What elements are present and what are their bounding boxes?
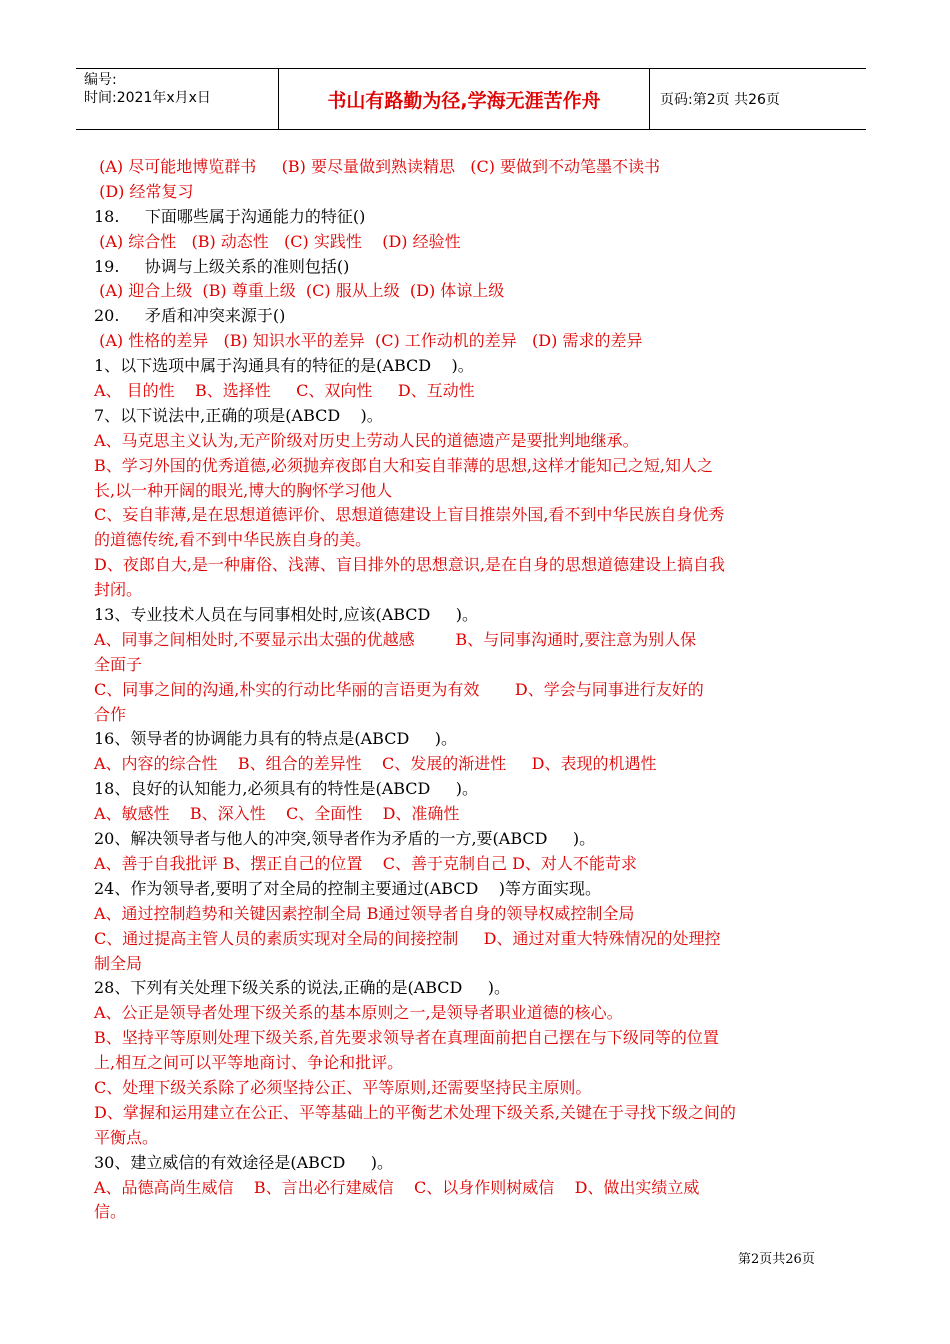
page-label: 页码:第2页 共26页	[660, 92, 780, 108]
answer-line: A、公正是领导者处理下级关系的基本原则之一,是领导者职业道德的核心。	[94, 1003, 623, 1023]
answer-line: A、善于自我批评 B、摆正自己的位置 C、善于克制自己 D、对人不能苛求	[94, 853, 637, 873]
question-line: 18、良好的认知能力,必须具有的特性是(ABCD )。	[94, 779, 479, 799]
answer-line: (A) 性格的差异 (B) 知识水平的差异 (C) 工作动机的差异 (D) 需求的差异	[94, 331, 643, 351]
question-line: 24、作为领导者,要明了对全局的控制主要通过(ABCD )等方面实现。	[94, 878, 601, 898]
question-line: 28、下列有关处理下级关系的说法,正确的是(ABCD )。	[94, 978, 511, 998]
time-label: 时间:2021年x月x日	[84, 90, 211, 106]
answer-line: 全面子	[94, 654, 143, 674]
page-footer	[738, 1248, 815, 1267]
question-line: 20. 矛盾和冲突来源于()	[94, 306, 286, 326]
answer-line: D、夜郎自大,是一种庸俗、浅薄、盲目排外的思想意识,是在自身的思想道德建设上搞自我	[94, 555, 726, 575]
answer-line: (A) 综合性 (B) 动态性 (C) 实践性 (D) 经验性	[94, 231, 461, 251]
answer-line: 长,以一种开阔的眼光,博大的胸怀学习他人	[94, 480, 393, 500]
answer-line: 封闭。	[94, 580, 143, 600]
answer-line: 信。	[94, 1202, 127, 1222]
answer-line: A、敏感性 B、深入性 C、全面性 D、准确性	[94, 804, 460, 824]
question-line: 16、领导者的协调能力具有的特点是(ABCD )。	[94, 729, 457, 749]
answer-line: 制全局	[94, 953, 143, 973]
header-motto	[278, 69, 650, 129]
answer-line: 合作	[94, 704, 127, 724]
answer-line: A、通过控制趋势和关键因素控制全局 B通过领导者自身的领导权威控制全局	[94, 903, 635, 923]
header-meta	[76, 69, 278, 129]
answer-line: A、内容的综合性 B、组合的差异性 C、发展的渐进性 D、表现的机遇性	[94, 754, 657, 774]
question-line: 13、专业技术人员在与同事相处时,应该(ABCD )。	[94, 605, 479, 625]
answer-line: 上,相互之间可以平等地商讨、争论和批评。	[94, 1053, 404, 1073]
page-header	[76, 68, 866, 130]
answer-line: C、同事之间的沟通,朴实的行动比华丽的言语更为有效 D、学会与同事进行友好的	[94, 679, 704, 699]
footer-page-number: 第2页共26页	[738, 1252, 815, 1267]
answer-line: A、品德高尚生威信 B、言出必行建威信 C、以身作则树威信 D、做出实绩立威	[94, 1177, 700, 1197]
answer-line: 的道德传统,看不到中华民族自身的美。	[94, 530, 372, 550]
answer-line: A、同事之间相处时,不要显示出太强的优越感 B、与同事沟通时,要注意为别人保	[94, 629, 697, 649]
question-line: 19. 协调与上级关系的准则包括()	[94, 256, 350, 276]
answer-line: C、处理下级关系除了必须坚持公正、平等原则,还需要坚持民主原则。	[94, 1077, 592, 1097]
document-body	[94, 155, 850, 1225]
answer-line: B、坚持平等原则处理下级关系,首先要求领导者在真理面前把自己摆在与下级同等的位置	[94, 1028, 719, 1048]
answer-line: (A) 尽可能地博览群书 (B) 要尽量做到熟读精思 (C) 要做到不动笔墨不读书	[94, 157, 661, 176]
answer-line: A、马克思主义认为,无产阶级对历史上劳动人民的道德遗产是要批判地继承。	[94, 430, 639, 450]
question-line: 1、以下选项中属于沟通具有的特征的是(ABCD )。	[94, 356, 474, 376]
answer-line: B、学习外国的优秀道德,必须抛弃夜郎自大和妄自菲薄的思想,这样才能知己之短,知人之	[94, 455, 714, 475]
question-line: 18. 下面哪些属于沟通能力的特征()	[94, 206, 366, 226]
header-page-number	[650, 69, 866, 129]
answer-line: A、 目的性 B、选择性 C、双向性 D、互动性	[94, 381, 475, 401]
answer-line: 平衡点。	[94, 1127, 159, 1147]
motto-text: 书山有路勤为径,学海无涯苦作舟	[327, 89, 601, 112]
question-line: 7、以下说法中,正确的项是(ABCD )。	[94, 405, 383, 425]
answer-line: C、通过提高主管人员的素质实现对全局的间接控制 D、通过对重大特殊情况的处理控	[94, 928, 721, 948]
question-line: 20、解决领导者与他人的冲突,领导者作为矛盾的一方,要(ABCD )。	[94, 829, 596, 849]
question-line: 30、建立威信的有效途径是(ABCD )。	[94, 1152, 393, 1172]
answer-line: C、妄自菲薄,是在思想道德评价、思想道德建设上盲目推崇外国,看不到中华民族自身优秀	[94, 505, 725, 525]
number-label: 编号:	[84, 72, 117, 88]
answer-line: (A) 迎合上级 (B) 尊重上级 (C) 服从上级 (D) 体谅上级	[94, 281, 505, 301]
answer-line: D、掌握和运用建立在公正、平等基础上的平衡艺术处理下级关系,关键在于寻找下级之间的	[94, 1102, 736, 1122]
answer-line: (D) 经常复习	[94, 181, 194, 201]
